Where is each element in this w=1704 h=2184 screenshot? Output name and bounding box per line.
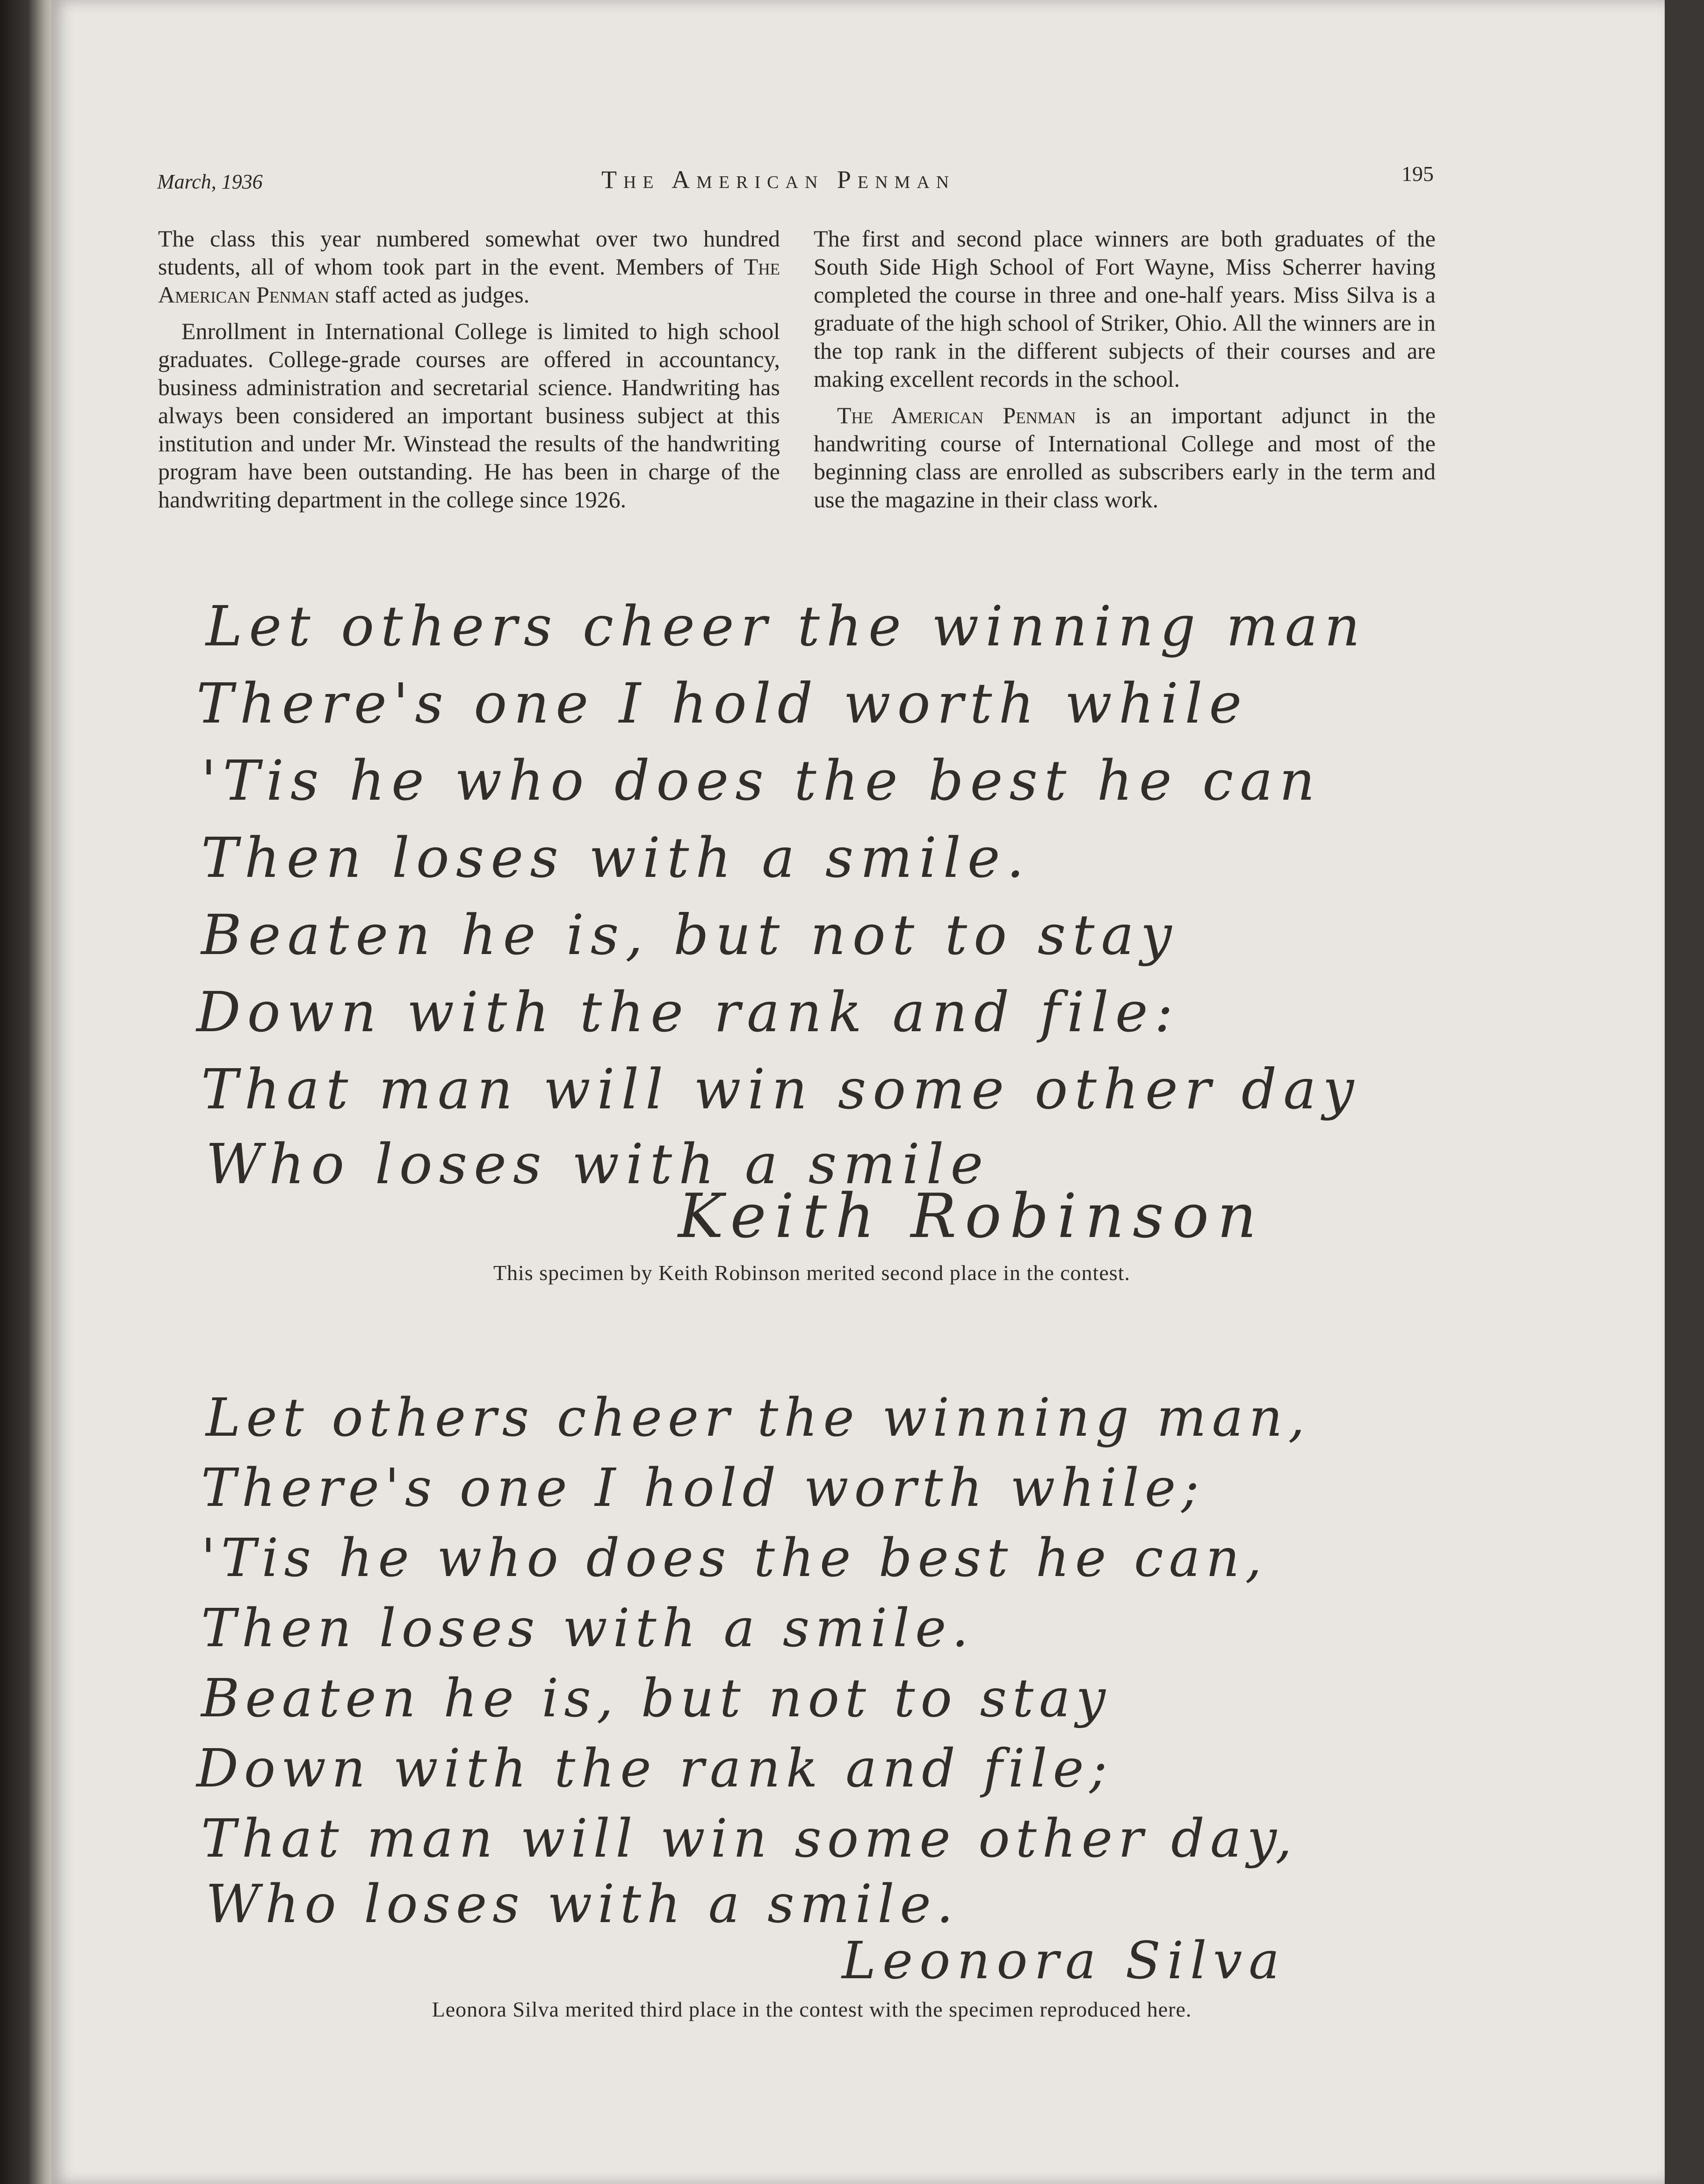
specimen-1-script — [178, 580, 1440, 1244]
specimen-line: There's one I hold worth while; — [201, 1458, 1205, 1519]
specimen-line: Who loses with a smile. — [206, 1874, 959, 1935]
specimen-line: That man will win some other day, — [201, 1808, 1298, 1869]
specimen-line: 'Tis he who does the best he can, — [201, 1528, 1268, 1589]
right-column — [814, 224, 1436, 522]
specimen-line: Then loses with a smile. — [201, 1598, 974, 1659]
running-header — [157, 161, 1434, 203]
left-column — [158, 224, 780, 522]
magazine-title: The American Penman — [601, 166, 956, 194]
specimen-line: Down with the rank and file: — [196, 980, 1180, 1044]
specimen-line: Beaten he is, but not to stay — [201, 1668, 1112, 1729]
paragraph: The first and second place winners are both graduates of the South Side High School of Fort Wayne, Miss Scherrer having completed the course in three and one-half years. Miss Silva is a graduate of the high school of Striker, Ohio. All the winners are in the top rank in the different subjects of their courses and are making excellent records in the school. — [814, 225, 1436, 392]
paragraph: The class this year numbered somewhat over two hundred students, all of whom took part in the event. Members of The American Penman staff acted as judges. — [158, 225, 780, 308]
magazine-name: The American Penman — [158, 253, 780, 308]
book-gutter — [0, 0, 58, 2184]
specimen-line: Beaten he is, but not to stay — [201, 903, 1178, 967]
specimen-line: That man will win some other day — [201, 1057, 1361, 1121]
specimen-line: Let others cheer the winning man — [206, 594, 1367, 658]
handwriting-specimen-keith-robinson — [178, 580, 1440, 1244]
issue-date: March, 1936 — [157, 170, 263, 193]
specimen-line: Who loses with a smile — [206, 1132, 990, 1196]
specimen-line: Down with the rank and file; — [196, 1738, 1113, 1799]
specimen-line: 'Tis he who does the best he can — [201, 748, 1321, 813]
paragraph: Enrollment in International College is limited to high school graduates. College-grade courses are offered in accountancy, business administration and secretarial science. Handwriting has always been considered an important business subject at this institution and under Mr. Winstead the results of the handwriting program have been outstanding. He has been in charge of the handwriting department in the college since 1926. — [158, 318, 780, 513]
signature: Keith Robinson — [678, 1180, 1265, 1244]
handwriting-specimen-leonora-silva — [178, 1375, 1440, 1983]
specimen-2-script — [178, 1375, 1440, 1983]
specimen-2-caption: Leonora Silva merited third place in the contest with the specimen reproduced here. — [432, 1997, 1192, 2021]
page-number: 195 — [1401, 162, 1434, 186]
specimen-line: There's one I hold worth while — [196, 671, 1249, 736]
page-edge — [1665, 0, 1704, 2184]
specimen-line: Let others cheer the winning man, — [206, 1388, 1311, 1448]
specimen-1-caption: This specimen by Keith Robinson merited second place in the contest. — [493, 1261, 1131, 1285]
magazine-name: The American Penman — [837, 402, 1076, 428]
specimen-line: Then loses with a smile. — [201, 825, 1031, 890]
paragraph: The American Penman is an important adjunct in the handwriting course of International College and most of the beginning class are enrolled as subscribers early in the term and use the magazine in their class work. — [814, 402, 1436, 513]
signature: Leonora Silva — [842, 1931, 1286, 1983]
